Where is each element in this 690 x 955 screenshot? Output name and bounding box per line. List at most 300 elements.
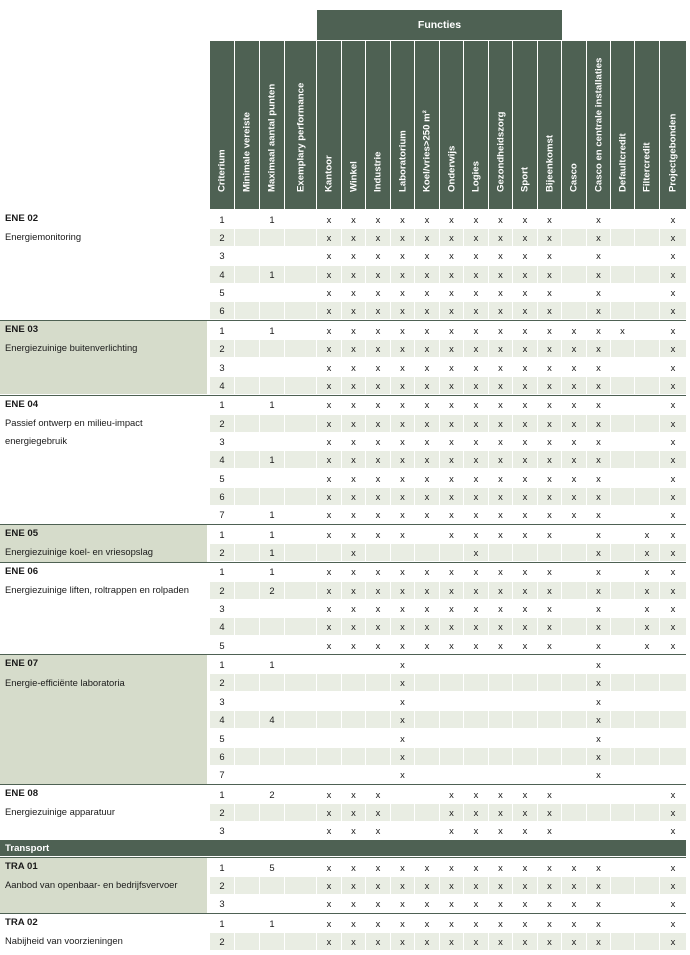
table-cell: x: [351, 879, 356, 891]
table-cell: x: [670, 639, 676, 651]
table-cell: x: [670, 825, 676, 837]
table-cell: x: [473, 509, 479, 521]
cell-background: [235, 600, 259, 617]
table-cell: x: [400, 732, 405, 744]
cell-background: [260, 730, 284, 747]
table-cell: x: [498, 287, 503, 299]
column-header-label: Onderwijs: [446, 145, 457, 192]
cell-background: [317, 693, 341, 710]
table-cell: x: [449, 584, 454, 596]
table-cell: x: [326, 788, 332, 800]
cell-background: [260, 637, 284, 654]
column-header-label: Defaultcredit: [617, 133, 628, 192]
table-cell: x: [351, 250, 356, 262]
table-cell: x: [375, 898, 381, 910]
cell-background: [660, 693, 686, 710]
table-cell: x: [424, 213, 430, 225]
cell-background: [235, 488, 259, 505]
table-cell: x: [522, 250, 528, 262]
criterion-name: Passief ontwerp en milieu-impact energiegebruik: [5, 416, 143, 446]
table-cell: x: [326, 879, 332, 891]
table-cell: x: [351, 268, 356, 280]
table-cell: x: [473, 584, 479, 596]
table-cell: x: [351, 454, 356, 466]
column-header-casco-en-centrale-installaties: [587, 41, 610, 209]
table-cell: x: [596, 659, 601, 671]
cell-background: [235, 895, 259, 912]
cell-background: [235, 933, 259, 950]
table-cell: x: [547, 788, 552, 800]
cell-background: [391, 804, 414, 821]
criterion-code: ENE 03: [5, 324, 39, 336]
table-cell: x: [522, 825, 528, 837]
table-cell: x: [424, 490, 430, 502]
cell-background: [415, 674, 439, 691]
column-header-criterium: [210, 41, 234, 209]
table-cell: x: [670, 788, 676, 800]
cell-background: [538, 766, 561, 783]
table-cell: x: [498, 806, 503, 818]
table-cell: x: [498, 435, 503, 447]
table-cell: x: [498, 879, 503, 891]
table-cell: x: [547, 528, 552, 540]
table-cell: x: [400, 714, 405, 726]
table-cell: x: [326, 250, 332, 262]
table-cell: x: [670, 232, 676, 244]
column-header-label: Casco en centrale installaties: [593, 57, 604, 192]
cell-background: [562, 786, 586, 803]
table-cell: x: [522, 490, 528, 502]
table-cell: x: [400, 750, 405, 762]
table-cell: x: [498, 305, 503, 317]
cell-background: [538, 748, 561, 765]
table-cell: x: [424, 621, 430, 633]
cell-background: [235, 693, 259, 710]
table-cell: x: [473, 250, 479, 262]
cell-background: [635, 766, 659, 783]
criterion-block: [0, 210, 207, 320]
table-cell: x: [644, 566, 650, 578]
cell-background: [611, 415, 634, 432]
table-cell: x: [596, 213, 601, 225]
cell-background: [489, 711, 512, 728]
cell-background: [513, 656, 537, 673]
table-cell: x: [596, 750, 601, 762]
criterion-number: 5: [219, 639, 225, 651]
table-cell: x: [547, 509, 552, 521]
table-cell: x: [400, 361, 405, 373]
cell-background: [635, 674, 659, 691]
table-cell: x: [449, 788, 454, 800]
table-cell: x: [498, 898, 503, 910]
cell-background: [415, 786, 439, 803]
table-cell: x: [424, 305, 430, 317]
table-cell: x: [326, 528, 332, 540]
cell-background: [635, 877, 659, 894]
table-cell: x: [522, 213, 528, 225]
criterion-number: 7: [219, 769, 225, 781]
cell-background: [235, 656, 259, 673]
cell-background: [635, 895, 659, 912]
cell-background: [464, 766, 488, 783]
cell-background: [562, 693, 586, 710]
section-label: Transport: [5, 842, 50, 854]
table-cell: x: [351, 621, 356, 633]
table-cell: x: [498, 250, 503, 262]
table-cell: x: [449, 528, 454, 540]
cell-background: [562, 637, 586, 654]
criterion-number: 1: [219, 659, 225, 671]
cell-background: [464, 674, 488, 691]
criterion-code: TRA 02: [5, 916, 38, 928]
cell-background: [285, 451, 316, 468]
cell-background: [635, 748, 659, 765]
table-cell: x: [375, 287, 381, 299]
cell-background: [464, 693, 488, 710]
table-cell: x: [351, 435, 356, 447]
cell-background: [635, 377, 659, 394]
column-header-minimale-vereiste: [235, 41, 259, 209]
table-cell: 1: [269, 454, 275, 466]
table-cell: x: [449, 379, 454, 391]
cell-background: [260, 748, 284, 765]
cell-background: [635, 786, 659, 803]
cell-background: [235, 284, 259, 301]
table-cell: x: [670, 879, 676, 891]
table-cell: x: [522, 898, 528, 910]
cell-background: [235, 804, 259, 821]
cell-background: [285, 302, 316, 319]
table-cell: x: [351, 528, 356, 540]
cell-background: [285, 506, 316, 523]
cell-background: [635, 488, 659, 505]
column-header-label: Gezondheidszorg: [495, 111, 506, 192]
criterion-number: 5: [219, 732, 225, 744]
cell-background: [611, 877, 634, 894]
table-cell: x: [400, 287, 405, 299]
table-cell: x: [596, 454, 601, 466]
column-header-label: Laboratorium: [397, 130, 408, 192]
table-cell: x: [424, 861, 430, 873]
column-header-winkel: [342, 41, 365, 209]
cell-background: [635, 933, 659, 950]
table-cell: x: [571, 417, 577, 429]
table-cell: x: [375, 603, 381, 615]
criterion-number: 3: [219, 250, 225, 262]
table-cell: x: [644, 547, 650, 558]
table-cell: x: [400, 917, 405, 929]
table-cell: 1: [269, 659, 275, 671]
table-cell: x: [670, 417, 676, 429]
table-cell: x: [498, 472, 503, 484]
cell-background: [317, 766, 341, 783]
table-cell: x: [596, 287, 601, 299]
cell-background: [317, 544, 341, 561]
table-cell: x: [375, 806, 381, 818]
cell-background: [660, 656, 686, 673]
table-cell: x: [326, 454, 332, 466]
table-cell: x: [571, 324, 577, 336]
cell-background: [285, 859, 316, 876]
cell-background: [611, 656, 634, 673]
column-header-gezondheidszorg: [489, 41, 512, 209]
cell-background: [440, 674, 463, 691]
cell-background: [562, 618, 586, 635]
cell-background: [562, 563, 586, 580]
cell-background: [285, 877, 316, 894]
table-cell: x: [620, 324, 625, 336]
table-cell: x: [449, 936, 454, 947]
table-cell: x: [498, 490, 503, 502]
table-cell: x: [449, 343, 454, 355]
table-cell: 1: [269, 547, 275, 558]
table-cell: x: [375, 324, 381, 336]
table-cell: x: [424, 454, 430, 466]
cell-background: [562, 302, 586, 319]
criterion-code: ENE 05: [5, 527, 39, 539]
table-cell: x: [596, 879, 601, 891]
table-cell: x: [449, 250, 454, 262]
cell-background: [235, 415, 259, 432]
table-cell: x: [596, 399, 601, 411]
table-cell: x: [326, 213, 332, 225]
cell-background: [235, 563, 259, 580]
table-cell: x: [351, 324, 356, 336]
table-cell: x: [522, 324, 528, 336]
table-cell: x: [670, 861, 676, 873]
table-cell: x: [547, 361, 552, 373]
criterion-number: 2: [219, 936, 225, 947]
table-cell: x: [670, 806, 676, 818]
cell-background: [235, 322, 259, 339]
table-cell: x: [522, 566, 528, 578]
cell-background: [235, 506, 259, 523]
cell-background: [611, 247, 634, 264]
table-cell: x: [400, 232, 405, 244]
table-cell: x: [547, 936, 552, 947]
cell-background: [260, 933, 284, 950]
table-cell: x: [375, 566, 381, 578]
table-cell: x: [473, 305, 479, 317]
table-cell: x: [473, 547, 479, 558]
cell-background: [562, 804, 586, 821]
table-cell: x: [449, 917, 454, 929]
table-cell: x: [424, 268, 430, 280]
table-cell: x: [400, 659, 405, 671]
table-cell: x: [400, 936, 405, 947]
table-cell: x: [522, 621, 528, 633]
section-header-transport: [0, 841, 686, 856]
table-cell: x: [351, 788, 356, 800]
table-cell: x: [498, 232, 503, 244]
cell-background: [635, 302, 659, 319]
column-header-label: Projectgebonden: [667, 113, 679, 192]
table-cell: x: [424, 435, 430, 447]
table-cell: x: [326, 232, 332, 244]
criterion-number: 2: [219, 584, 225, 596]
criterion-number: 3: [219, 435, 225, 447]
table-cell: x: [547, 806, 552, 818]
table-cell: x: [571, 454, 577, 466]
table-cell: x: [596, 528, 601, 540]
table-cell: x: [596, 343, 601, 355]
cell-background: [235, 211, 259, 228]
table-cell: x: [596, 232, 601, 244]
column-header-label: Koel/vries>250 m²: [421, 110, 433, 192]
functions-header: [317, 10, 562, 40]
table-cell: x: [596, 769, 601, 781]
table-cell: x: [449, 324, 454, 336]
table-cell: x: [326, 603, 332, 615]
criterion-number: 2: [219, 879, 225, 891]
criterion-number: 6: [219, 490, 225, 502]
column-header-label: Exemplary performance: [295, 82, 306, 192]
table-cell: x: [571, 490, 577, 502]
column-header-label: Minimale vereiste: [241, 112, 253, 192]
table-cell: x: [400, 584, 405, 596]
table-cell: x: [644, 528, 650, 540]
cell-background: [562, 674, 586, 691]
table-cell: x: [498, 343, 503, 355]
table-cell: x: [670, 379, 676, 391]
table-cell: x: [547, 343, 552, 355]
table-cell: x: [449, 268, 454, 280]
criterion-name: Energiezuinige koel- en vriesopslag: [5, 546, 154, 558]
cell-background: [611, 600, 634, 617]
criterion-number: 1: [219, 324, 225, 336]
cell-background: [611, 470, 634, 487]
table-cell: x: [644, 584, 650, 596]
cell-background: [366, 711, 390, 728]
column-header-label: Kantoor: [323, 155, 335, 192]
criterion-number: 1: [219, 861, 225, 873]
cell-background: [611, 748, 634, 765]
table-cell: x: [375, 917, 381, 929]
cell-background: [415, 544, 439, 561]
cell-background: [285, 748, 316, 765]
table-cell: x: [670, 547, 676, 558]
table-cell: x: [547, 861, 552, 873]
table-cell: x: [400, 566, 405, 578]
cell-background: [635, 322, 659, 339]
table-cell: x: [522, 435, 528, 447]
cell-background: [235, 877, 259, 894]
table-cell: x: [473, 324, 479, 336]
table-cell: x: [375, 250, 381, 262]
table-cell: x: [375, 472, 381, 484]
cell-background: [513, 544, 537, 561]
table-cell: x: [375, 639, 381, 651]
table-cell: x: [596, 547, 601, 558]
criterion-number: 1: [219, 528, 225, 540]
cell-background: [260, 247, 284, 264]
criterion-code: ENE 08: [5, 787, 39, 799]
criterion-name: Nabijheid van voorzieningen: [5, 935, 123, 947]
criterion-number: 4: [219, 621, 225, 633]
cell-background: [285, 786, 316, 803]
cell-background: [611, 915, 634, 932]
cell-background: [635, 266, 659, 283]
table-cell: x: [326, 898, 332, 910]
criterion-name: Energie-efficiënte laboratoria: [5, 676, 125, 688]
table-cell: x: [547, 232, 552, 244]
cell-background: [391, 786, 414, 803]
table-cell: x: [596, 898, 601, 910]
cell-background: [260, 340, 284, 357]
table-cell: x: [596, 509, 601, 521]
column-header-label: Bijeenkomst: [544, 134, 555, 192]
cell-background: [285, 582, 316, 599]
table-cell: x: [449, 232, 454, 244]
table-cell: x: [351, 305, 356, 317]
table-cell: x: [473, 454, 479, 466]
table-cell: x: [596, 566, 601, 578]
cell-background: [235, 526, 259, 543]
cell-background: [366, 748, 390, 765]
table-cell: x: [449, 509, 454, 521]
table-cell: 4: [269, 714, 275, 726]
table-cell: x: [351, 917, 356, 929]
table-cell: x: [522, 861, 528, 873]
cell-background: [611, 451, 634, 468]
table-cell: x: [400, 472, 405, 484]
table-cell: 5: [269, 861, 275, 873]
table-cell: x: [326, 509, 332, 521]
criterion-number: 6: [219, 750, 225, 762]
table-cell: x: [473, 343, 479, 355]
table-cell: x: [351, 490, 356, 502]
criterion-number: 1: [219, 399, 225, 411]
cell-background: [440, 544, 463, 561]
table-cell: x: [375, 399, 381, 411]
cell-background: [611, 711, 634, 728]
cell-background: [562, 656, 586, 673]
table-cell: x: [400, 324, 405, 336]
table-cell: 1: [269, 566, 275, 578]
table-cell: x: [596, 268, 601, 280]
table-cell: x: [424, 898, 430, 910]
criterion-number: 3: [219, 695, 225, 707]
table-cell: x: [473, 639, 479, 651]
table-cell: x: [375, 417, 381, 429]
table-cell: x: [596, 472, 601, 484]
cell-background: [635, 359, 659, 376]
table-cell: x: [547, 584, 552, 596]
table-cell: x: [473, 287, 479, 299]
table-cell: x: [571, 879, 577, 891]
cell-background: [464, 656, 488, 673]
table-cell: x: [449, 621, 454, 633]
table-cell: x: [424, 509, 430, 521]
table-cell: x: [400, 213, 405, 225]
criterion-number: 7: [219, 509, 225, 521]
cell-background: [260, 229, 284, 246]
table-cell: x: [670, 305, 676, 317]
table-cell: x: [375, 490, 381, 502]
table-cell: x: [400, 250, 405, 262]
cell-background: [415, 804, 439, 821]
cell-background: [285, 693, 316, 710]
cell-background: [538, 693, 561, 710]
cell-background: [235, 748, 259, 765]
table-cell: x: [473, 603, 479, 615]
criterion-number: 2: [219, 806, 225, 818]
table-cell: x: [522, 343, 528, 355]
criterion-number: 6: [219, 305, 225, 317]
cell-background: [611, 433, 634, 450]
cell-background: [235, 674, 259, 691]
table-cell: x: [375, 213, 381, 225]
